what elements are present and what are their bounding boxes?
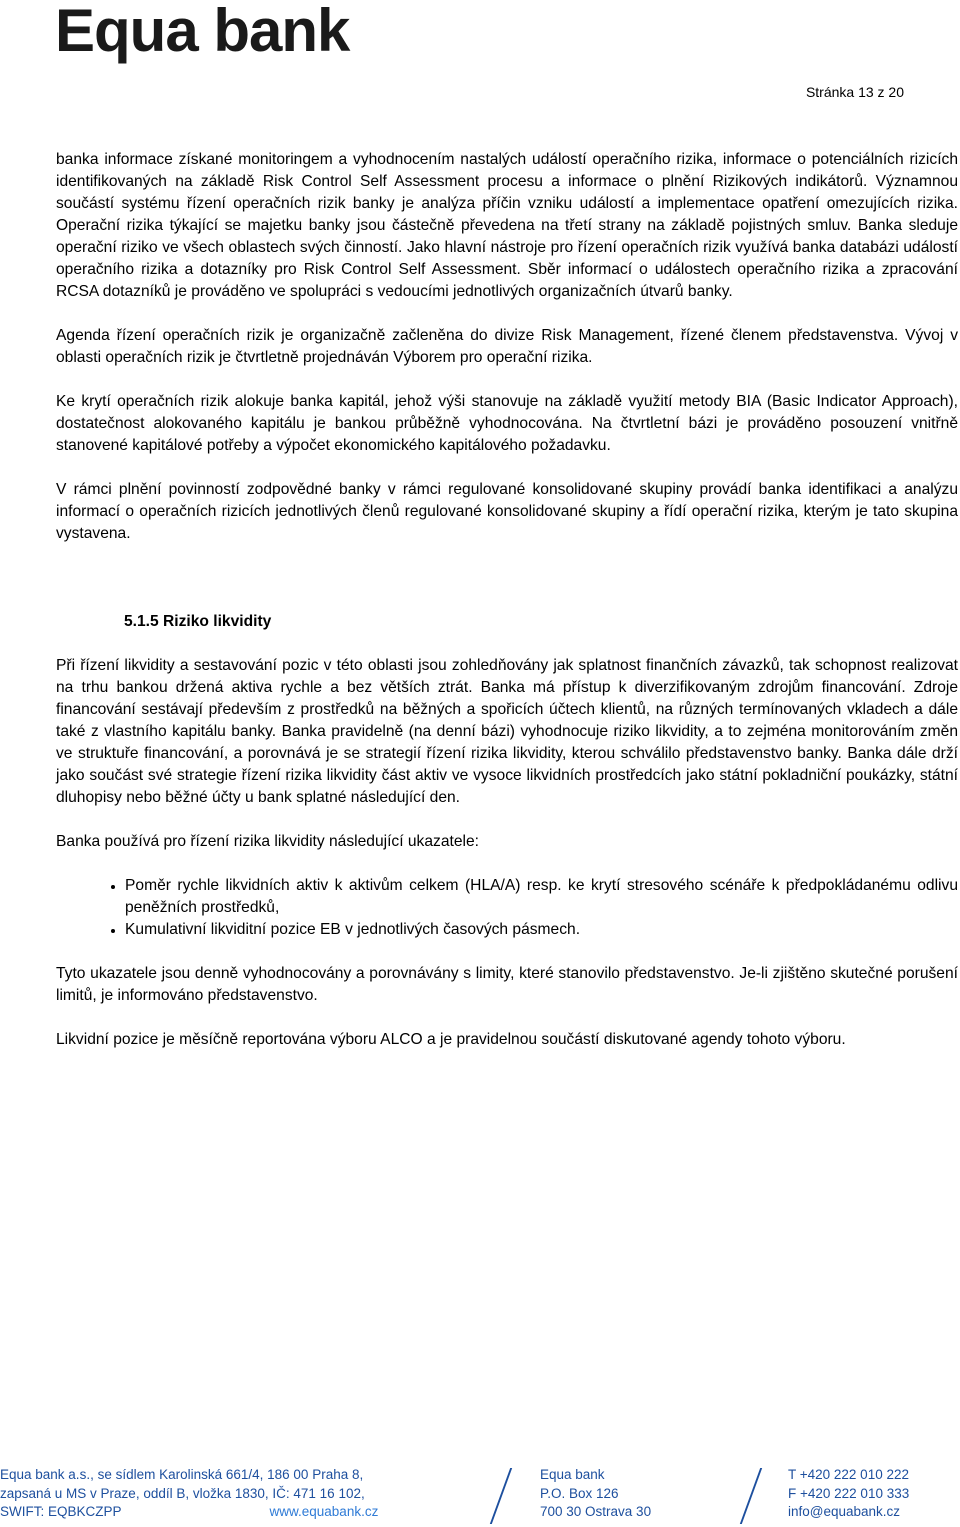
list-item: • Poměr rychle likvidních aktiv k aktivům celkem (HLA/A) resp. ke krytí stresového scénáře k předpokládanému odlivu peněžních prostředků, — [125, 875, 958, 919]
paragraph: Tyto ukazatele jsou denně vyhodnocovány a porovnávány s limity, které stanovilo představenstvo. Je-li zjištěno skutečné porušení limitů, je informováno představenstvo. — [56, 965, 958, 1004]
footer-contact — [788, 1466, 909, 1522]
footer-line: Equa bank — [540, 1467, 605, 1482]
page-number: Stránka 13 z 20 — [805, 84, 904, 100]
footer-phone: T +420 222 010 222 — [788, 1467, 909, 1482]
paragraph: banka informace získané monitoringem a vyhodnocením nastalých událostí operačního rizika, informace o potenciálních rizicích identifikovaných na základě Risk Control Self Assessment procesu a informace o plnění Rizikových indikátorů. Významnou součástí systému řízení operačních rizik banky je analýza příčin vzniku událostí a implementace opatření omezujících rizika. Operační rizika týkající se majetku banky jsou částečně převedena na třetí strany na základě pojistných smluv. Banka sleduje operační riziko ve všech oblastech svých činností. Jako hlavní nástroje pro řízení operačních rizik využívá banka databázi událostí operačního rizika a dotazníky pro Risk Control Self Assessment. Sběr informací o událostech operačního rizika a zpracování RCSA dotazníků je prováděno ve spolupráci s vedoucími jednotlivých organizačních útvarů banky. — [56, 151, 958, 300]
footer-company-info — [0, 1466, 378, 1522]
footer-line — [0, 1503, 378, 1522]
paragraph: Při řízení likvidity a sestavování pozic v této oblasti jsou zohledňovány jak splatnost finančních závazků, tak schopnost realizovat na trhu bankou držená aktiva rychle a bez větších ztrát. Banka má přístup k diverzifikovaným zdrojům financování. Zdroje financování sestávají především z prostředků na běžných a spořicích účtech klientů, na různých termínovaných vkladech a dále také z vlastního kapitálu banky. Banka pravidelně (na denní bázi) vyhodnocuje riziko likvidity, a to zejména monitorováním změn ve struktuře financování, a porovnává je se strategií řízení rizika likvidity, kterou schválilo představenstvo banky. Banka dále drží jako součást své strategie řízení rizika likvidity část aktiv ve vysoce likvidních prostředcích jako státní pokladniční poukázky, státní dluhopisy nebo běžné účty u bank splatné následující den. — [56, 657, 958, 806]
document-body — [56, 149, 958, 1051]
footer-line: P.O. Box 126 — [540, 1485, 619, 1501]
paragraph: Likvidní pozice je měsíčně reportována výboru ALCO a je pravidelnou součástí diskutované agendy tohoto výboru. — [56, 1031, 846, 1048]
footer-swift: SWIFT: EQBKCZPP — [0, 1504, 122, 1519]
footer-email[interactable]: info@equabank.cz — [788, 1504, 901, 1519]
footer-line: Equa bank a.s., se sídlem Karolinská 661/4, 186 00 Praha 8, — [0, 1467, 364, 1482]
section-heading: 5.1.5 Riziko likvidity — [124, 613, 272, 630]
paragraph: Banka používá pro řízení rizika likvidity následující ukazatele: — [56, 833, 479, 850]
equa-bank-logo: Equa bank — [55, 0, 350, 64]
footer-website-link[interactable]: www.equabank.cz — [269, 1504, 379, 1519]
paragraph: Ke krytí operačních rizik alokuje banka kapitál, jehož výši stanovuje na základě využití metody BIA (Basic Indicator Approach), dostatečnost alokovaného kapitálu je bankou průběžně vyhodnocována. Na čtvrtletní bázi je prováděno posouzení vnitřně stanovené kapitálové potřeby a výpočet ekonomického kapitálového požadavku. — [56, 393, 958, 454]
footer-postal-address — [540, 1466, 651, 1522]
paragraph: V rámci plnění povinností zodpovědné banky v rámci regulované konsolidované skupiny provádí banka identifikaci a analýzu informací o operačních rizicích jednotlivých členů regulované konsolidované skupiny a řídí operační rizika, kterým je tato skupina vystavena. — [56, 481, 958, 542]
footer-fax: F +420 222 010 333 — [788, 1485, 910, 1501]
footer-divider — [490, 1468, 512, 1524]
indicator-list — [56, 875, 958, 941]
footer-divider — [740, 1468, 762, 1524]
page-footer — [0, 1466, 960, 1527]
footer-line: zapsaná u MS v Praze, oddíl B, vložka 1830, IČ: 471 16 102, — [0, 1485, 365, 1501]
list-item: • Kumulativní likviditní pozice EB v jednotlivých časových pásmech. — [125, 919, 958, 941]
footer-line: 700 30 Ostrava 30 — [540, 1504, 652, 1519]
paragraph: Agenda řízení operačních rizik je organizačně začleněna do divize Risk Management, řízené členem představenstva. Vývoj v oblasti operačních rizik je čtvrtletně projednáván Výborem pro operační rizika. — [56, 327, 958, 366]
